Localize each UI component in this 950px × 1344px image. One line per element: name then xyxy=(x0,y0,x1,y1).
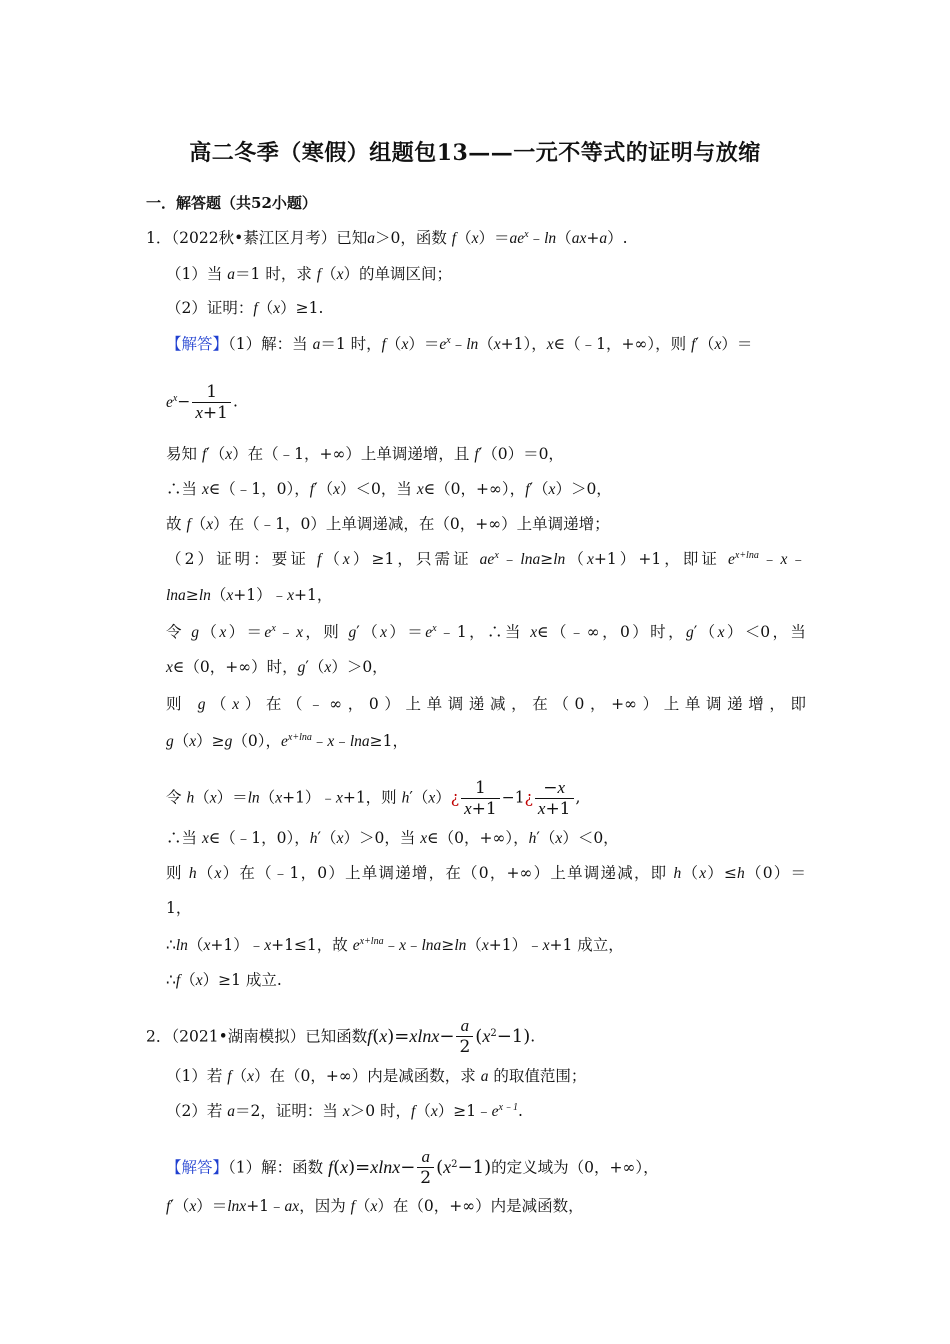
section-heading: 一．解答题（共52小题） xyxy=(146,194,317,212)
problem-1-answer-line-11: g（x）≥g（0），$e^{x+lna}﹣x﹣\ln a\ge 1$， xyxy=(166,732,408,750)
fraction: $\frac{1}{x+1}$ xyxy=(192,382,231,423)
problem-2-question-1: （1）若 f（x）在（0，+∞）内是减函数，求 a 的取值范围； xyxy=(166,1067,587,1085)
fraction: $\frac{1}{x+1}$ xyxy=(461,778,500,819)
problem-1-answer-line-5: 故 f（x）在（﹣1，0）上单调递减，在（0，+∞）上单调递增； xyxy=(166,515,610,533)
fraction: $\frac{a}{2}$ xyxy=(456,1016,473,1057)
problem-2-source: （2021•湖南模拟）已知函数 xyxy=(171,1027,368,1046)
problem-2-answer-line-2: f′（x）＝lnx+1﹣ax，因为 f（x）在（0，+∞）内是减函数， xyxy=(166,1197,584,1215)
problem-1-answer-line-8: 令 $g(x)=e^x﹣x$，则 $g'(x)=e^x﹣1$，∴当 x∈（﹣∞，0）时，g′（x）＜0，当 xyxy=(166,623,806,641)
problem-1-answer-line-14: 则 h（x）在（﹣1，0）上单调递增，在（0，+∞）上单调递减，即 h（x）≤h（0）＝ xyxy=(166,864,806,882)
problem-1-statement: 1．（2022秋•綦江区月考）已知a＞0，函数 $f(x)=ae^x﹣\ln(ax+a)$. xyxy=(146,229,628,247)
page-title: 高二冬季（寒假）组题包13——一元不等式的证明与放缩 xyxy=(189,140,761,166)
problem-1-answer-line-7: lna≥ln（x+1）﹣x+1， xyxy=(166,586,333,604)
problem-1-answer-line-12: 令 h（x）＝ln（x+1）﹣x+1，则 h′（x）¿ $\frac{1}{x+1}$ −1¿ $\frac{-x}{x+1}$ , xyxy=(166,778,581,819)
fraction: $\frac{a}{2}$ xyxy=(417,1147,434,1188)
problem-1-question-1: （1）当 a＝1 时，求 f（x）的单调区间； xyxy=(166,265,452,283)
fraction: $\frac{-x}{x+1}$ xyxy=(535,778,574,819)
answer-tag: 【解答】 xyxy=(166,335,229,353)
answer-tag: 【解答】 xyxy=(166,1158,229,1177)
problem-1-answer-line-10: 则 g（x）在（﹣∞，0）上单调递减，在（0，+∞）上单调递增，即 xyxy=(166,695,806,713)
problem-1-answer-line-13: ∴当 x∈（﹣1，0），h′（x）＞0，当 x∈（0，+∞），h′（x）＜0， xyxy=(166,829,619,847)
problem-1-answer-line-1: 【解答】（1）解：当 a＝1 时，$f(x)=e^x﹣\ln(x+1)$，x∈（﹣1，+∞），则 f′（x）＝ xyxy=(166,335,753,353)
problem-1-question-2: （2）证明：f（x）≥1. xyxy=(166,299,324,317)
problem-1-answer-line-4: ∴当 x∈（﹣1，0），f′（x）＜0，当 x∈（0，+∞），f′（x）＞0， xyxy=(166,480,612,498)
problem-1-answer-line-6: （2）证明：要证 f（x）≥1，只需证 $ae^x﹣\ln a\ge\ln(x+1)+1$，即证 $e^{x+lna}﹣x﹣$ xyxy=(166,550,806,568)
problem-1-answer-line-16: ∴ln（x+1）﹣x+1≤1，故 $e^{x+lna}﹣x﹣\ln a\ge\ln(x+1)﹣x+1$ 成立， xyxy=(166,936,624,954)
problem-1-answer-derivative: $e^x-$ $\frac{1}{x+1}$ . xyxy=(166,382,238,423)
problem-2-statement: 2．（2021•湖南模拟）已知函数f(x)=xlnx− $\frac{a}{2}$ $(x^2-1)$. xyxy=(146,1016,536,1057)
problem-1-answer-line-17: ∴f（x）≥1 成立. xyxy=(166,971,282,989)
problem-1-number: 1． xyxy=(146,229,172,247)
problem-2-number: 2． xyxy=(146,1027,172,1046)
problem-1-answer-line-3: 易知 f′（x）在（﹣1，+∞）上单调递增，且 f′（0）＝0， xyxy=(166,445,564,463)
problem-2-answer-line-1: 【解答】（1）解：函数 f(x)=xlnx− $\frac{a}{2}$ $(x^2-1)$的定义域为（0，+∞）， xyxy=(166,1147,659,1188)
problem-2-question-2: （2）若 a＝2，证明：当 x＞0 时，$f(x)\ge 1﹣e^{x﹣1}$. xyxy=(166,1102,523,1120)
problem-1-answer-line-9: x∈（0，+∞）时，g′（x）＞0， xyxy=(166,658,388,676)
problem-1-source: （2022秋•綦江区月考）已知 xyxy=(171,229,368,247)
problem-1-answer-line-15: 1， xyxy=(166,899,192,917)
